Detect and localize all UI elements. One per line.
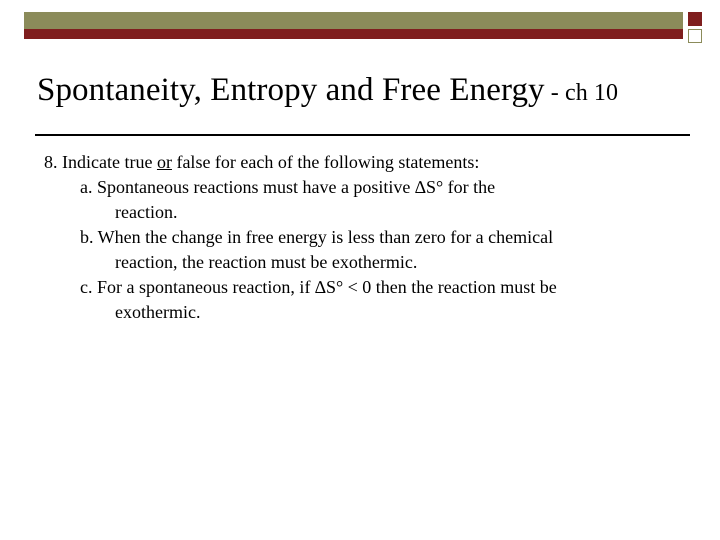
corner-square-filled: [688, 12, 702, 26]
question-suffix: false for each of the following statements:: [171, 152, 480, 172]
statement-a-line2: reaction.: [115, 202, 178, 222]
statement-c-line1: c. For a spontaneous reaction, if ∆S° < 0 then the reaction must be: [80, 277, 557, 297]
question-prefix: 8. Indicate true: [44, 152, 157, 172]
statement-a-line1: a. Spontaneous reactions must have a positive ∆S° for the: [80, 177, 496, 197]
slide-body: [44, 150, 704, 325]
title-divider: [35, 134, 690, 136]
corner-square-outline: [688, 29, 702, 43]
top-banner-maroon: [24, 29, 683, 39]
slide-title: [37, 68, 618, 115]
top-banner-olive: [24, 12, 683, 29]
statement-b-line2: reaction, the reaction must be exothermic.: [115, 252, 418, 272]
slide-title-chapter: - ch 10: [544, 80, 619, 106]
slide-title-main: Spontaneity, Entropy and Free Energy: [37, 72, 545, 108]
statement-c-line2: exothermic.: [115, 302, 201, 322]
statement-b-line1: b. When the change in free energy is less than zero for a chemical: [80, 227, 554, 247]
question-line: [44, 150, 704, 175]
question-or: or: [156, 152, 172, 172]
